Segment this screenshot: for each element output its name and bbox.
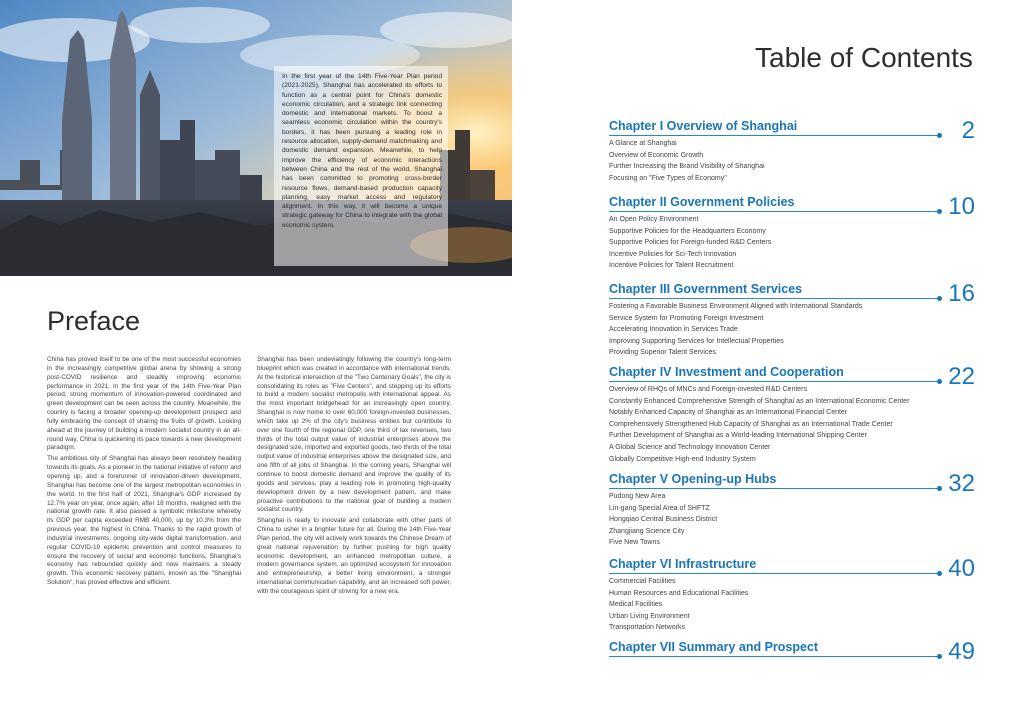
chapter-page-number[interactable]: 22: [948, 363, 975, 390]
toc-item[interactable]: Transportation Networks: [609, 624, 685, 632]
preface-paragraph: China has proved itself to be one of the most successful economies in the increasingly competitive global arena by showing a strong post-COVID resilience and steadily improving economic performance in 2021. In the first year of the 14th Five-Year Plan period, strong momentum of innovation-powered coordinated and green development can be seen across the country. Meanwhile, the country is facing a broader opening-up development prospect and fully embracing the concept of sharing the fruits of growth. Looking ahead at the journey of building a modern socialist country in an all-round way, China is quickening its pace towards a new development paradigm.: [47, 356, 241, 452]
toc-item[interactable]: Zhangjiang Science City: [609, 527, 685, 535]
preface-paragraph: Shanghai is ready to innovate and collaborate with other parts of China to usher in a brighter future for all. During the 14th Five-Year Plan period, the city will actively work towards the Chinese Dream of great national rejuvenation by further pushing for high quality economic development, an enhanced metropolitan culture, a modern governance system, an optimized ecosystem for innovation and entrepreneurship, a better living environment, a stronger international communication capability, and an increased soft power, with the courageous spirit of striving for a new era.: [257, 517, 451, 595]
toc-item[interactable]: Pudong New Area: [609, 493, 666, 500]
toc-chapter-5[interactable]: [609, 472, 975, 549]
toc-item[interactable]: Improving Supporting Services for Intellectual Properties: [609, 337, 784, 345]
toc-chapter-4[interactable]: [609, 365, 975, 465]
toc-item[interactable]: Overview of Economic Growth: [609, 151, 704, 159]
chapter-dot-icon: [937, 654, 942, 659]
toc-item[interactable]: Supportive Policies for the Headquarters Economy: [609, 227, 766, 235]
chapter-page-number[interactable]: 32: [948, 470, 975, 497]
photo-caption-box: [274, 66, 448, 266]
chapter-page-number[interactable]: 40: [948, 555, 975, 582]
toc-item[interactable]: Incentive Policies for Sci-Tech Innovation: [609, 250, 737, 258]
preface-column-left: [47, 356, 241, 590]
preface-column-right: [257, 356, 451, 599]
toc-item[interactable]: Notably Enhanced Capacity of Shanghai as an International Financial Center: [609, 409, 848, 417]
chapter-dot-icon: [937, 571, 942, 576]
toc-item[interactable]: Service System for Promoting Foreign Investment: [609, 314, 764, 322]
chapter-title[interactable]: Chapter VI Infrastructure: [609, 557, 757, 571]
chapter-page-number[interactable]: 2: [961, 117, 975, 144]
toc-chapter-6[interactable]: [609, 557, 975, 634]
toc-chapter-2[interactable]: [609, 195, 975, 272]
toc-title: Table of Contents: [755, 42, 973, 73]
toc-item[interactable]: Fostering a Favorable Business Environment Aligned with International Standards: [609, 303, 863, 310]
chapter-title[interactable]: Chapter III Government Services: [609, 282, 803, 296]
chapter-page-number[interactable]: 49: [948, 638, 975, 665]
toc-item[interactable]: Comprehensively Strengthened Hub Capacity of Shanghai as an International Trade Center: [609, 420, 893, 428]
chapter-dot-icon: [937, 133, 942, 138]
toc-item[interactable]: Providing Superior Talent Services: [609, 349, 716, 357]
toc-item[interactable]: Globally Competitive High-end Industry System: [609, 455, 756, 463]
toc-item[interactable]: An Open Policy Environment: [609, 216, 699, 223]
toc-item[interactable]: A Glance at Shanghai: [609, 140, 677, 147]
chapter-rule: [609, 381, 939, 382]
toc-item[interactable]: Urban Living Environment: [609, 612, 690, 620]
chapter-page-number[interactable]: 10: [948, 193, 975, 220]
chapter-rule: [609, 488, 939, 489]
chapter-title[interactable]: Chapter I Overview of Shanghai: [609, 119, 798, 133]
chapter-rule: [609, 211, 939, 212]
toc-item[interactable]: A Global Science and Technology Innovation Center: [609, 443, 771, 451]
toc-item[interactable]: Hongqiao Central Business District: [609, 516, 718, 524]
toc-item[interactable]: Human Resources and Educational Facilities: [609, 589, 749, 597]
skyline-photo: [0, 0, 512, 276]
chapter-rule: [609, 573, 939, 574]
preface-paragraph: The ambitious city of Shanghai has always been resolutely heading towards its goals. As a pioneer in the national initiative of reform and opening up, and a forerunner of innovation-driven development, Shanghai has become one of the largest metropolitan economies in the world. In the first half of 2021, Shanghai's GDP increased by 12.7% year on year, once again, after 18 months, realigned with the national growth rate. It also passed a symbolic milestone whereby its GDP per capita exceeded RMB 40,000, up by 10.3% from the previous year, the highest in China. Thanks to the rapid growth of industrial investments, ongoing city-wide digital transformation, and regular COVID-19 epidemic prevention and control measures to ensure the recovery of social and economic functions, Shanghai's economy has rebounded quickly and now maintains a steady growth. This economic recovery pattern, known as the "Shanghai Solution", has proved effective and efficient.: [47, 455, 241, 587]
photo-caption-text: In the first year of the 14th Five-Year Plan period (2021-2025), Shanghai has accelerated its efforts to function as a central point for China's domestic economic circulation, and a strategic link connecting domestic and international markets. To boost a seamless economic circulation within the country's borders, it has been pursuing a leading role in resource allocation, supply-demand matchmaking and domestic demand expansion. Meanwhile, to help improve the efficiency of economic interactions between China and the rest of the world, Shanghai has been committed to promoting cross-border resource flows, demand-based production capacity planning, easy market access and regulatory alignment. In this way, it will become a unique strategic gateway for China to integrate with the global economic system.: [282, 73, 442, 229]
toc-item[interactable]: Commercial Facilities: [609, 578, 676, 585]
chapter-dot-icon: [937, 296, 942, 301]
preface-paragraph: Shanghai has been undeviatingly following the country's long-term blueprint which was created in accordance with international trends. At the historical intersection of the "Two Centenary Goals", the city is consolidating its roles as "Five Centers", and stepping up its efforts to build a modern socialist metropolis with international appeal. As the most important bridgehead for an increasingly open country, Shanghai is now home to over 60,000 foreign-invested businesses, which take up 2% of the city's business entities but contribute to over one fourth of the regional GDP, one third of tax revenues, two thirds of the total output value of industrial enterprises above the designated size, imported and exported goods, two thirds of the total output value of industrial enterprises above the designated size, and one fifth of all jobs of Shanghai. In the coming years, Shanghai will continue to boost domestic demand and improve the quality of its goods and services, play a leading role in promoting high-quality development driven by a new development pattern, and make proactive contributions to the national goal of building a modern socialist country.: [257, 356, 451, 514]
toc-item[interactable]: Further Increasing the Brand Visibility of Shanghai: [609, 163, 765, 171]
chapter-title[interactable]: Chapter V Opening-up Hubs: [609, 472, 777, 486]
toc-item[interactable]: Incentive Policies for Talent Recruitment: [609, 262, 734, 270]
chapter-title[interactable]: Chapter IV Investment and Cooperation: [609, 365, 844, 379]
preface-title: Preface: [47, 306, 141, 336]
toc-item[interactable]: Focusing on "Five Types of Economy": [609, 174, 727, 182]
toc-item[interactable]: Accelerating Innovation in Services Trade: [609, 326, 738, 334]
chapter-dot-icon: [937, 209, 942, 214]
toc-chapter-3[interactable]: [609, 282, 975, 359]
chapter-rule: [609, 298, 939, 299]
toc-chapter-1[interactable]: [609, 119, 975, 184]
chapter-title[interactable]: Chapter II Government Policies: [609, 195, 795, 209]
chapter-title[interactable]: Chapter VII Summary and Prospect: [609, 640, 819, 654]
toc-item[interactable]: Supportive Policies for Foreign-funded R&D Centers: [609, 239, 772, 247]
chapter-page-number[interactable]: 16: [948, 280, 975, 307]
toc-item[interactable]: Constantly Enhanced Comprehensive Strength of Shanghai as an International Economic Center: [609, 397, 910, 405]
chapter-rule: [609, 656, 939, 657]
toc-item[interactable]: Overview of RHQs of MNCs and Foreign-invested R&D Centers: [609, 386, 808, 393]
toc-item[interactable]: Medical Facilities: [609, 601, 663, 609]
chapter-dot-icon: [937, 379, 942, 384]
chapter-dot-icon: [937, 486, 942, 491]
toc-item[interactable]: Lin-gang Special Area of SHFTZ: [609, 504, 710, 512]
toc-chapter-7[interactable]: [609, 638, 975, 665]
chapter-rule: [609, 135, 939, 136]
toc-item[interactable]: Further Development of Shanghai as a World-leading International Shipping Center: [609, 432, 867, 440]
toc-item[interactable]: Five New Towns: [609, 539, 660, 547]
